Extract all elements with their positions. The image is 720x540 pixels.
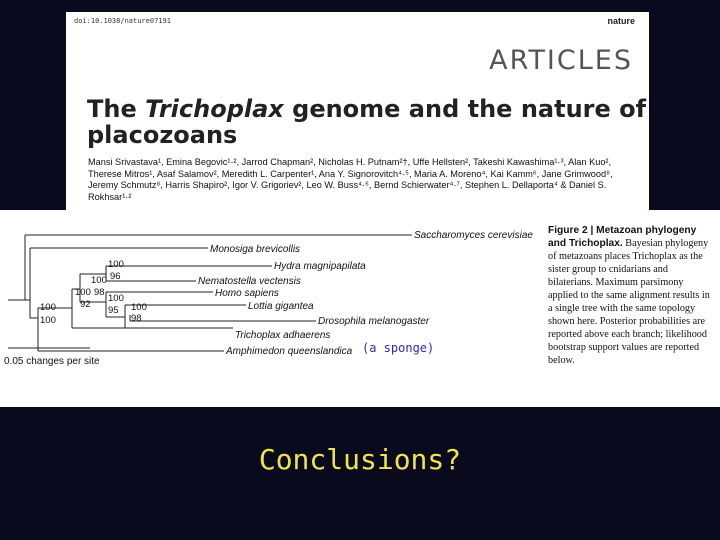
taxon-nematostella: Nematostella vectensis bbox=[198, 276, 301, 287]
doi-text: doi:10.1038/nature07191 bbox=[74, 17, 171, 25]
support-value: 100 bbox=[40, 302, 56, 313]
support-value: 100 bbox=[75, 287, 91, 298]
taxon-drosophila: Drosophila melanogaster bbox=[318, 316, 430, 327]
taxon-lottia: Lottia gigantea bbox=[248, 301, 314, 312]
support-value: 100 bbox=[108, 259, 124, 270]
support-value: 98 bbox=[131, 313, 142, 324]
support-value: 96 bbox=[110, 271, 121, 282]
section-heading: ARTICLES bbox=[489, 45, 633, 76]
figure-caption bbox=[548, 224, 714, 367]
caption-body: Bayesian phylogeny of metazoans places Trichoplax as the sister group to cnidarians and bilaterians. Maximum parsimony applied to the same alignment results in a single tree with the same topology shown here. Posterior probabilities are reported above each branch; likelihood bootstrap support values are reported below. bbox=[548, 238, 710, 366]
figure-clipping bbox=[0, 210, 720, 407]
taxon-hydra: Hydra magnipapilata bbox=[274, 261, 366, 272]
support-value: 100 bbox=[108, 293, 124, 304]
taxon-trichoplax: Trichoplax adhaerens bbox=[235, 330, 331, 341]
support-value: 95 bbox=[108, 305, 119, 316]
taxon-saccharomyces: Saccharomyces cerevisiae bbox=[414, 230, 533, 241]
sponge-annotation: (a sponge) bbox=[362, 341, 435, 355]
journal-name: nature bbox=[607, 16, 635, 26]
support-value: 100 bbox=[40, 315, 56, 326]
paper-header-clipping bbox=[66, 12, 649, 210]
conclusions-heading: Conclusions? bbox=[258, 443, 462, 476]
support-value: 92 bbox=[80, 299, 91, 310]
paper-title bbox=[87, 96, 647, 148]
taxon-monosiga: Monosiga brevicollis bbox=[210, 244, 301, 255]
taxon-homo: Homo sapiens bbox=[215, 288, 279, 299]
title-genus: Trichoplax bbox=[145, 95, 284, 123]
author-list: Mansi Srivastava¹, Emina Begovic¹·², Jarrod Chapman², Nicholas H. Putnam²†, Uffe Hellsten², Takeshi Kawashima¹·³, Alan Kuo², Therese Mitros¹, Asaf Salamov², Meredith L. Carpenter¹, Ana Y. Signorovitch⁴·⁵, Maria A. Moreno⁴, Kai Kamm⁶, Jane Grimwood⁸, Jeremy Schmutz⁸, Harris Shapiro², Igor V. Grigoriev², Leo W. Buss⁴·⁶, Bernd Schierwater⁴·⁷, Stephen L. Dellaporta⁴ & Daniel S. Rokhsar¹·² bbox=[88, 157, 613, 202]
support-value: 100 bbox=[91, 275, 107, 286]
taxon-labels bbox=[198, 230, 533, 357]
support-value: 100 bbox=[131, 302, 147, 313]
title-prefix: The bbox=[87, 95, 146, 123]
caption-heading: Figure 2 | Metazoan phylogeny and Trichoplax. bbox=[548, 225, 697, 249]
support-value: 98 bbox=[94, 287, 105, 298]
title-suffix: genome and the nature of placozoans bbox=[87, 95, 647, 149]
scale-label: 0.05 changes per site bbox=[4, 356, 100, 367]
taxon-amphimedon: Amphimedon queenslandica bbox=[226, 346, 353, 357]
phylogeny-tree bbox=[0, 210, 545, 407]
